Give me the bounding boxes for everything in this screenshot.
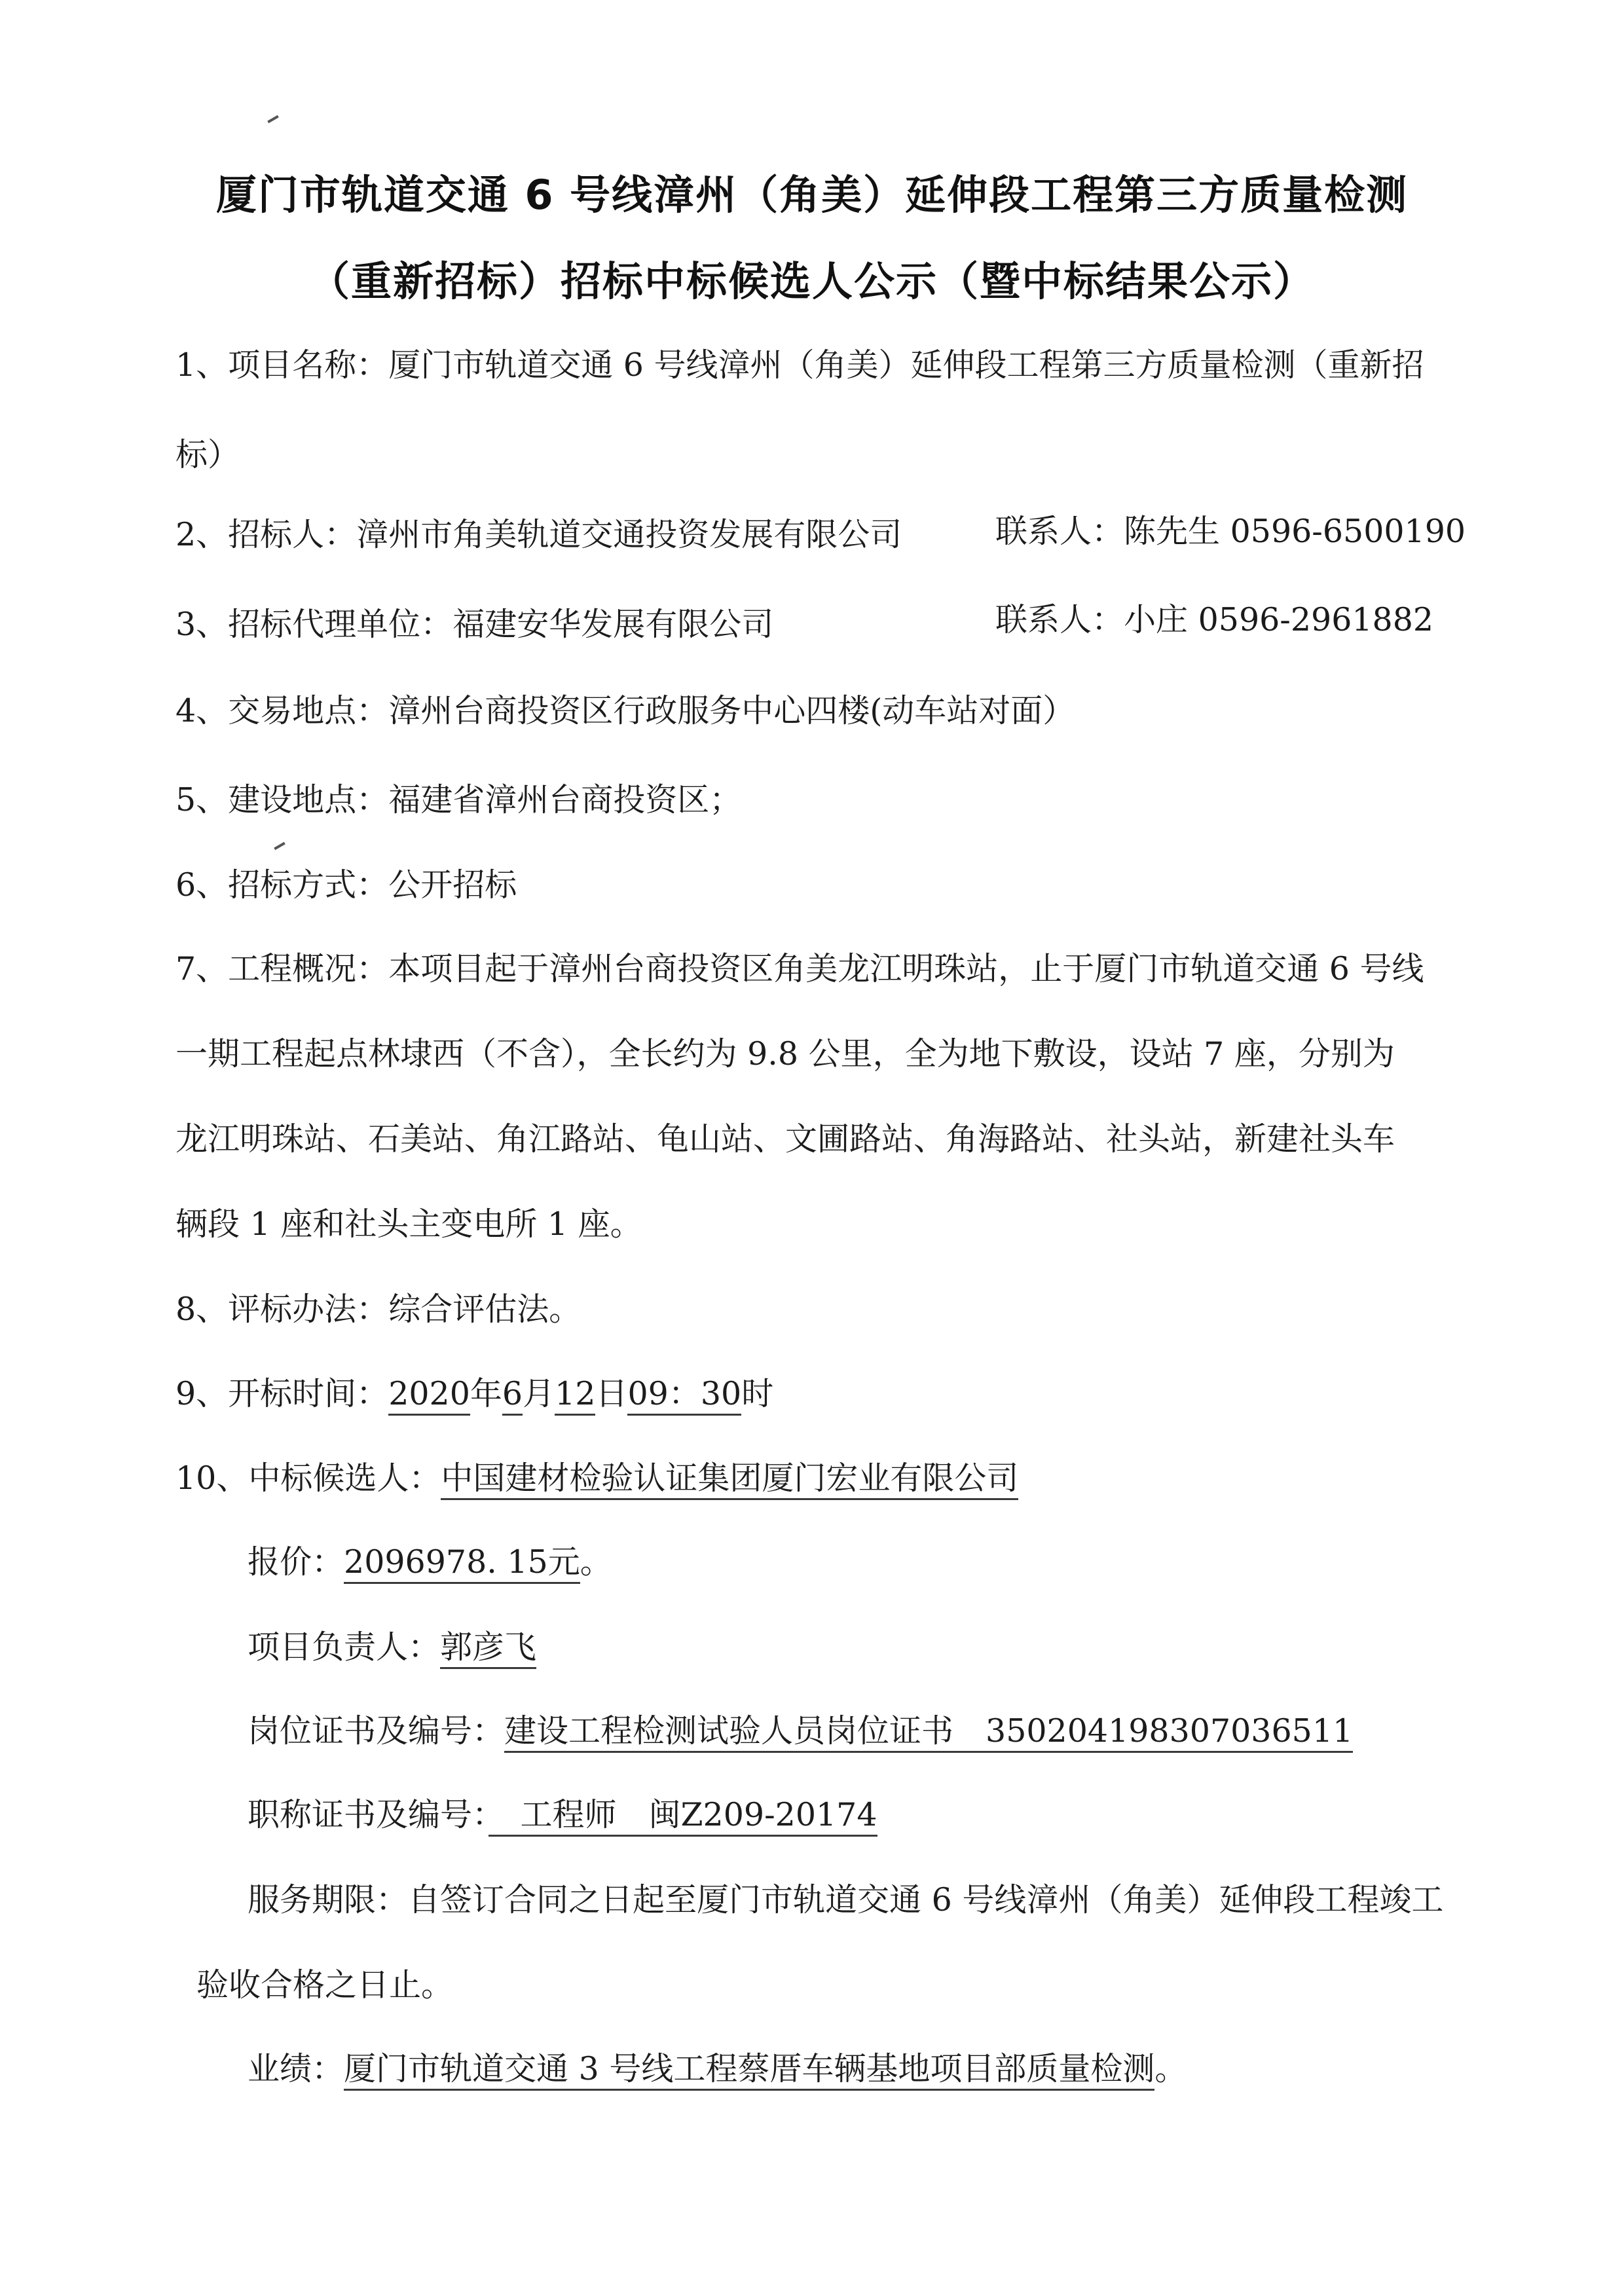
opening-day: 12 [555, 1375, 595, 1416]
agent-contact: 联系人：小庄 0596-2961882 [995, 601, 1434, 638]
item-service: 服务期限：自签订合同之日起至厦门市轨道交通 6 号线漳州（角美）延伸段工程竣工 [248, 1881, 1444, 1919]
performance-value: 厦门市轨道交通 3 号线工程蔡厝车辆基地项目部质量检测 [344, 2050, 1154, 2091]
tenderer-contact: 联系人：陈先生 0596-6500190 [995, 513, 1466, 550]
opening-time: 09：30 [627, 1375, 741, 1416]
item-tenderer: 2、招标人：漳州市角美轨道交通投资发展有限公司 [175, 516, 902, 553]
item-cert: 岗位证书及编号：建设工程检测试验人员岗位证书 350204198307036511 [248, 1712, 1353, 1751]
item-manager: 项目负责人：郭彦飞 [248, 1628, 536, 1667]
price-value: 2096978. 15元 [344, 1543, 580, 1584]
item-venue: 4、交易地点：漳州台商投资区行政服务中心四楼(动车站对面） [175, 692, 1075, 729]
item-overview-line3: 龙江明珠站、石美站、角江路站、龟山站、文圃路站、角海路站、社头站，新建社头车 [175, 1120, 1395, 1158]
item-candidate: 10、中标候选人：中国建材检验认证集团厦门宏业有限公司 [175, 1459, 1018, 1498]
item-project-name-cont: 标） [175, 436, 240, 473]
item-overview: 7、工程概况：本项目起于漳州台商投资区角美龙江明珠站，止于厦门市轨道交通 6 号线 [175, 950, 1424, 987]
cert-value: 建设工程检测试验人员岗位证书 350204198307036511 [504, 1712, 1353, 1753]
item-overview-line4: 辆段 1 座和社头主变电所 1 座。 [175, 1205, 642, 1243]
item-performance: 业绩：厦门市轨道交通 3 号线工程蔡厝车辆基地项目部质量检测。 [248, 2049, 1187, 2089]
opening-year: 2020 [388, 1375, 470, 1416]
item-price: 报价：2096978. 15元。 [248, 1543, 612, 1582]
item-service-line2: 验收合格之日止。 [196, 1966, 454, 2004]
candidate-name: 中国建材检验认证集团厦门宏业有限公司 [441, 1460, 1018, 1500]
scan-mark [274, 842, 286, 850]
item-title-cert: 职称证书及编号： 工程师 闽Z209-20174 [248, 1795, 877, 1835]
opening-month: 6 [502, 1375, 523, 1416]
item-site: 5、建设地点：福建省漳州台商投资区； [175, 781, 742, 818]
item-evaluation: 8、评标办法：综合评估法。 [175, 1291, 581, 1328]
item-agent: 3、招标代理单位：福建安华发展有限公司 [175, 606, 774, 643]
item-opening-time: 9、开标时间：2020年6月12日09：30时 [175, 1374, 773, 1414]
item-overview-line2: 一期工程起点林埭西（不含），全长约为 9.8 公里，全为地下敷设，设站 7 座，分别为 [175, 1035, 1395, 1073]
page-title-line2: （重新招标）招标中标候选人公示（暨中标结果公示） [308, 257, 1315, 305]
item-method: 6、招标方式：公开招标 [175, 866, 517, 904]
page-title-line1: 厦门市轨道交通 6 号线漳州（角美）延伸段工程第三方质量检测 [215, 171, 1409, 219]
manager-name: 郭彦飞 [440, 1628, 536, 1669]
item-project-name: 1、项目名称：厦门市轨道交通 6 号线漳州（角美）延伸段工程第三方质量检测（重新招 [175, 346, 1424, 384]
title-cert-value: 工程师 闽Z209-20174 [489, 1796, 877, 1837]
scan-mark [267, 115, 279, 123]
